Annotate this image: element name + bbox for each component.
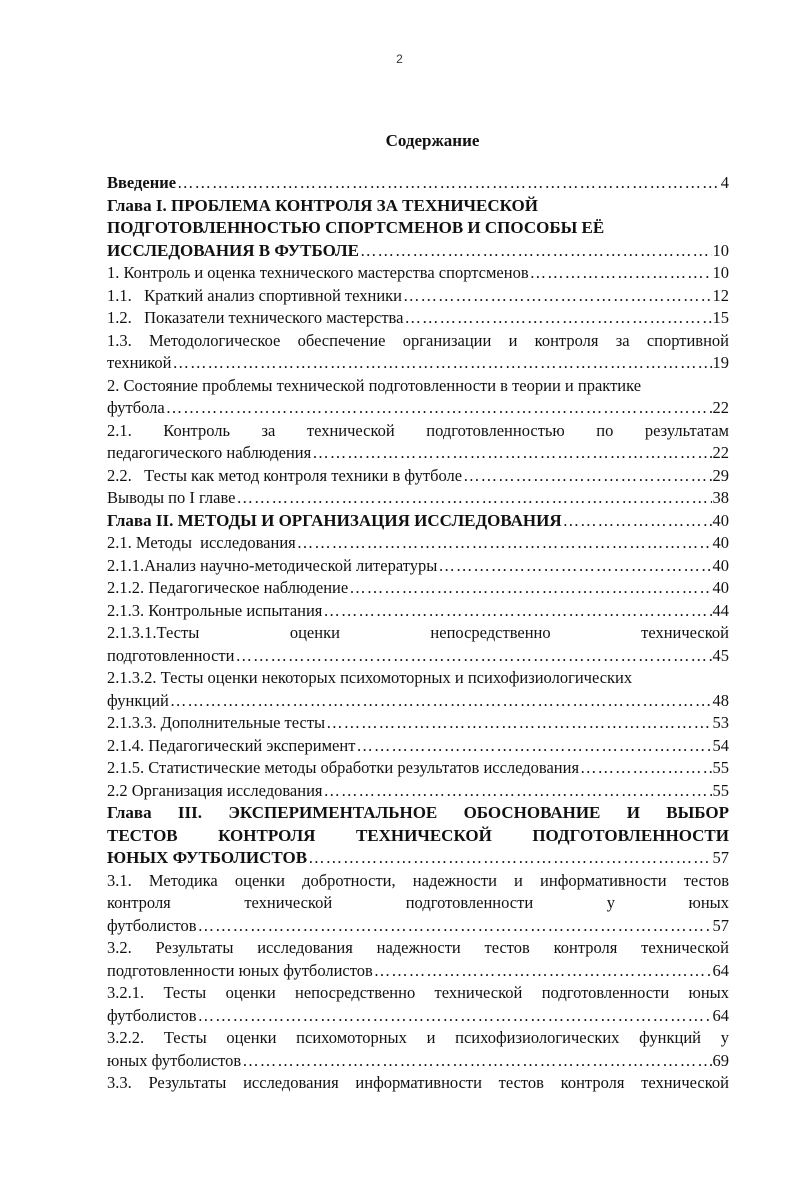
toc-entry-label: техникой — [107, 353, 172, 372]
toc-entry-3-3-line-1: 3.3. Результаты исследования информативности тестов контроля технической — [107, 1073, 729, 1092]
toc-entry-page: 29 — [712, 465, 729, 485]
toc-entry-3-2-2-line-2 — [107, 1050, 729, 1073]
toc-entry-2-1-5 — [107, 757, 729, 780]
leader-dots — [170, 690, 712, 713]
toc-entry-page: 22 — [712, 398, 729, 417]
leader-dots — [356, 735, 711, 758]
toc-chapter-3-line-1: Глава III. ЭКСПЕРИМЕНТАЛЬНОЕ ОБОСНОВАНИЕ И ВЫБОР — [107, 803, 729, 822]
toc-entry-label: футболистов — [107, 1005, 197, 1025]
toc-entry-label: 2.1.5. Статистические методы обработки результатов исследования — [107, 758, 580, 777]
toc-entry-page: 48 — [712, 690, 729, 710]
toc-entry-label: футбола — [107, 398, 165, 417]
toc-entry-1 — [107, 262, 729, 285]
toc-entry-label: Выводы по I главе — [107, 488, 236, 507]
table-of-contents — [107, 172, 729, 1095]
toc-entry-2-2 — [107, 465, 729, 488]
leader-dots — [323, 600, 711, 623]
toc-entry-intro — [107, 172, 729, 195]
toc-entry-1-3-line-1: 1.3. Методологическое обеспечение организации и контроля за спортивной — [107, 330, 729, 350]
toc-entry-2-1-methods — [107, 532, 729, 555]
leader-dots — [297, 532, 712, 555]
leader-dots — [404, 307, 711, 330]
toc-entry-label: 1. Контроль и оценка технического мастерства спортсменов — [107, 263, 529, 282]
toc-entry-page: 69 — [712, 1050, 729, 1070]
toc-entry-2-2-organization — [107, 780, 729, 803]
toc-entry-label: Глава II. МЕТОДЫ И ОРГАНИЗАЦИЯ ИССЛЕДОВАНИЯ — [107, 510, 562, 530]
leader-dots — [403, 285, 712, 308]
leader-dots — [198, 915, 712, 938]
leader-dots — [173, 352, 712, 375]
toc-entry-label: функций — [107, 690, 169, 710]
toc-entry-page: 57 — [712, 915, 729, 935]
toc-entry-page: 40 — [712, 555, 729, 575]
leader-dots — [326, 712, 711, 735]
toc-entry-3-2-2-line-1: 3.2.2. Тесты оценки психомоторных и психофизиологических функций у — [107, 1028, 729, 1047]
toc-entry-page: 55 — [712, 758, 729, 777]
toc-entry-label: 2.2. Тесты как метод контроля техники в футболе — [107, 465, 463, 485]
toc-entry-page: 19 — [712, 353, 729, 372]
leader-dots — [530, 262, 712, 285]
toc-entry-page: 53 — [712, 713, 729, 732]
toc-entry-2-line-1: 2. Состояние проблемы технической подготовленности в теории и практике — [107, 375, 642, 395]
toc-chapter-3-line-2: ТЕСТОВ КОНТРОЛЯ ТЕХНИЧЕСКОЙ ПОДГОТОВЛЕННОСТИ — [107, 825, 729, 845]
toc-entry-page: 45 — [712, 645, 729, 665]
toc-entry-3-1-line-3 — [107, 915, 729, 938]
toc-chapter-2 — [107, 510, 729, 533]
toc-chapter-1-line-3 — [107, 240, 729, 263]
toc-entry-page: 54 — [712, 735, 729, 755]
toc-entry-1-2 — [107, 307, 729, 330]
toc-entry-3-2-line-2 — [107, 960, 729, 983]
toc-entry-page: 22 — [712, 443, 729, 462]
leader-dots — [374, 960, 712, 983]
toc-entry-label: подготовленности юных футболистов — [107, 960, 373, 980]
toc-entry-label: 2.1.2. Педагогическое наблюдение — [107, 578, 349, 597]
toc-entry-page: 40 — [712, 510, 729, 530]
page-number: 2 — [396, 52, 403, 66]
toc-entry-3-2-1-line-1: 3.2.1. Тесты оценки непосредственно технической подготовленности юных — [107, 983, 729, 1002]
toc-entry-page: 55 — [712, 780, 729, 800]
leader-dots — [324, 780, 712, 803]
toc-heading: Содержание — [385, 131, 480, 150]
toc-entry-2-1-4 — [107, 735, 729, 758]
leader-dots — [166, 397, 712, 420]
leader-dots — [463, 465, 711, 488]
toc-entry-page: 10 — [712, 240, 729, 260]
toc-entry-label: педагогического наблюдения — [107, 443, 312, 462]
toc-entry-2-1-line-2 — [107, 442, 729, 465]
toc-entry-2-line-2 — [107, 397, 729, 420]
toc-entry-page: 10 — [712, 263, 729, 282]
toc-entry-page: 64 — [712, 960, 729, 980]
toc-entry-label: подготовленности — [107, 645, 235, 665]
toc-entry-3-1-line-2: контроля технической подготовленности у юных — [107, 893, 729, 912]
toc-entry-3-2-1-line-2 — [107, 1005, 729, 1028]
leader-dots — [236, 487, 711, 510]
toc-entry-conclusions-1 — [107, 487, 729, 510]
toc-entry-label: 2.1.1.Анализ научно-методической литературы — [107, 555, 438, 575]
toc-chapter-1-line-2: ПОДГОТОВЛЕННОСТЬЮ СПОРТСМЕНОВ И СПОСОБЫ ЕЁ — [107, 218, 605, 237]
toc-entry-label: Введение — [107, 173, 177, 192]
toc-entry-page: 64 — [712, 1005, 729, 1025]
toc-entry-label: футболистов — [107, 915, 197, 935]
leader-dots — [177, 172, 720, 195]
toc-entry-label: 2.2 Организация исследования — [107, 780, 323, 800]
toc-entry-page: 40 — [712, 533, 729, 552]
toc-chapter-3-line-3 — [107, 847, 729, 870]
leader-dots — [312, 442, 711, 465]
leader-dots — [198, 1005, 712, 1028]
toc-entry-page: 12 — [712, 285, 729, 305]
leader-dots — [235, 645, 711, 668]
toc-entry-3-1-line-1: 3.1. Методика оценки добротности, надежности и информативности тестов — [107, 870, 729, 890]
toc-entry-label: 2.1.4. Педагогический эксперимент — [107, 735, 356, 755]
toc-entry-page: 40 — [712, 578, 729, 597]
toc-entry-label: 2.1.3. Контрольные испытания — [107, 600, 323, 620]
toc-entry-2-1-1 — [107, 555, 729, 578]
toc-entry-2-1-3-2-line-2 — [107, 690, 729, 713]
toc-entry-1-3-line-2 — [107, 352, 729, 375]
toc-chapter-1-line-1: Глава I. ПРОБЛЕМА КОНТРОЛЯ ЗА ТЕХНИЧЕСКОЙ — [107, 195, 538, 215]
leader-dots — [580, 757, 711, 780]
toc-entry-2-1-3 — [107, 600, 729, 623]
toc-entry-page: 15 — [712, 308, 729, 327]
toc-entry-label: ИССЛЕДОВАНИЯ В ФУТБОЛЕ — [107, 240, 360, 260]
leader-dots — [438, 555, 711, 578]
leader-dots — [242, 1050, 711, 1073]
toc-entry-2-1-3-3 — [107, 712, 729, 735]
toc-entry-page: 57 — [712, 848, 729, 867]
toc-entry-label: 1.1. Краткий анализ спортивной техники — [107, 285, 402, 305]
toc-entry-2-1-2 — [107, 577, 729, 600]
toc-entry-2-1-3-2-line-1: 2.1.3.2. Тесты оценки некоторых психомоторных и психофизиологических — [107, 668, 633, 687]
leader-dots — [563, 510, 712, 533]
toc-entry-page: 38 — [712, 488, 729, 507]
toc-entry-1-1 — [107, 285, 729, 308]
toc-entry-page: 44 — [712, 600, 729, 620]
leader-dots — [308, 847, 711, 870]
leader-dots — [360, 240, 711, 263]
toc-entry-page: 4 — [720, 173, 729, 192]
leader-dots — [349, 577, 711, 600]
toc-entry-3-2-line-1: 3.2. Результаты исследования надежности тестов контроля технической — [107, 938, 729, 957]
toc-entry-2-1-line-1: 2.1. Контроль за технической подготовленностью по результатам — [107, 420, 729, 440]
toc-entry-label: юных футболистов — [107, 1050, 242, 1070]
toc-entry-2-1-3-1-line-2 — [107, 645, 729, 668]
toc-entry-label: ЮНЫХ ФУТБОЛИСТОВ — [107, 848, 308, 867]
toc-entry-label: 2.1.3.3. Дополнительные тесты — [107, 713, 326, 732]
toc-entry-label: 2.1. Методы исследования — [107, 533, 296, 552]
toc-entry-2-1-3-1-line-1: 2.1.3.1.Тесты оценки непосредственно технической — [107, 623, 729, 642]
toc-entry-label: 1.2. Показатели технического мастерства — [107, 308, 404, 327]
